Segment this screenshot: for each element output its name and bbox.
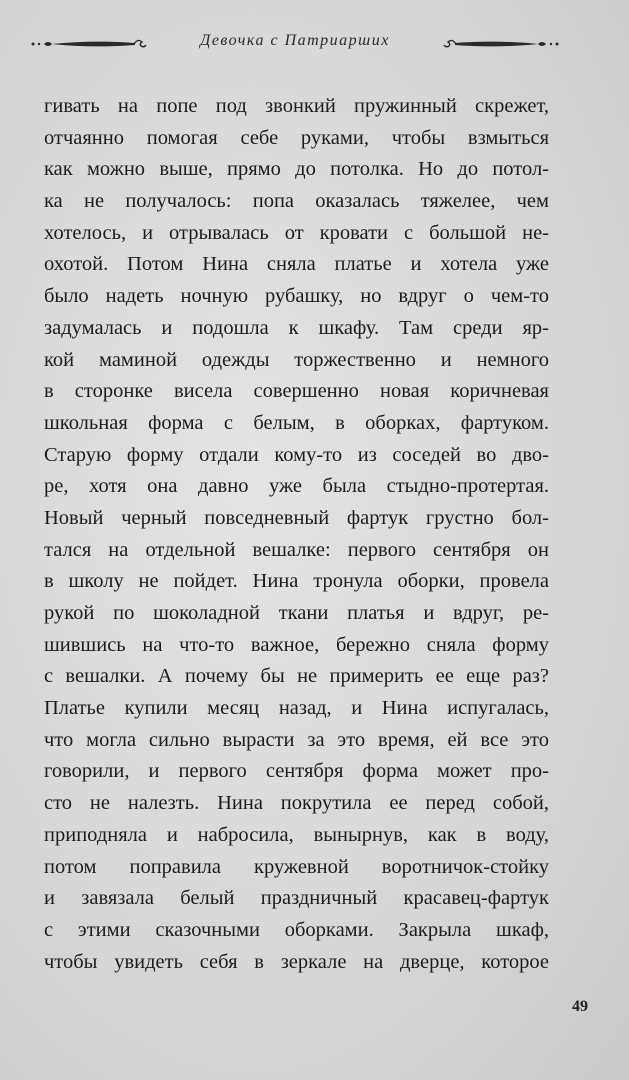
running-head-title: Девочка с Патриарших xyxy=(200,32,390,49)
text-line: было надеть ночную рубашку, но вдруг о чем-то xyxy=(44,285,549,308)
text-line: кой маминой одежды торжественно и немного xyxy=(44,348,549,371)
text-line: хотелось, и отрывалась от кровати с большой не- xyxy=(44,221,549,244)
text-line: отчаянно помогая себе руками, чтобы взмыться xyxy=(44,126,549,149)
text-line: чтобы увидеть себя в зеркале на дверце, которое xyxy=(44,950,549,973)
text-line: ре, хотя она давно уже была стыдно-протертая. xyxy=(44,475,549,498)
text-line: Старую форму отдали кому-то из соседей во дво- xyxy=(44,443,549,466)
text-line: с этими сказочными оборками. Закрыла шкаф, xyxy=(44,918,549,941)
text-line: в сторонке висела совершенно новая коричневая xyxy=(44,380,549,403)
text-line: ка не получалось: попа оказалась тяжелее, чем xyxy=(44,190,549,213)
text-line: как можно выше, прямо до потолка. Но до потол- xyxy=(44,158,549,181)
text-line: Платье купили месяц назад, и Нина испугалась, xyxy=(44,697,549,720)
text-line: в школу не пойдет. Нина тронула оборки, провела xyxy=(44,570,549,593)
text-line: гивать на попе под звонкий пружинный скрежет, xyxy=(44,95,549,117)
text-line: говорили, и первого сентября форма может про- xyxy=(44,760,549,783)
text-line: рукой по шоколадной ткани платья и вдруг, ре- xyxy=(44,602,549,624)
text-line: Новый черный повседневный фартук грустно бол- xyxy=(44,506,549,529)
page-number: 49 xyxy=(572,998,588,1015)
text-line: тался на отдельной вешалке: первого сентября он xyxy=(44,538,549,561)
text-line: охотой. Потом Нина сняла платье и хотела уже xyxy=(44,253,549,276)
text-line: школьная форма с белым, в оборках, фартуком. xyxy=(44,411,549,434)
text-line: сто не налезть. Нина покрутила ее перед собой, xyxy=(44,792,549,815)
body-text xyxy=(44,91,549,978)
running-head xyxy=(30,32,560,56)
ornament-flourish-icon xyxy=(440,36,560,52)
text-line: с вешалки. А почему бы не примерить ее еще раз? xyxy=(44,665,549,688)
text-line: что могла сильно вырасти за это время, ей все это xyxy=(44,728,549,751)
text-line: приподняла и набросила, вынырнув, как в воду, xyxy=(44,823,549,846)
text-line: шившись на что-то важное, бережно сняла форму xyxy=(44,633,549,656)
text-line: задумалась и подошла к шкафу. Там среди яр- xyxy=(44,316,549,339)
text-line: и завязала белый праздничный красавец-фартук xyxy=(44,887,549,910)
text-line: потом поправила кружевной воротничок-стойку xyxy=(44,855,549,878)
